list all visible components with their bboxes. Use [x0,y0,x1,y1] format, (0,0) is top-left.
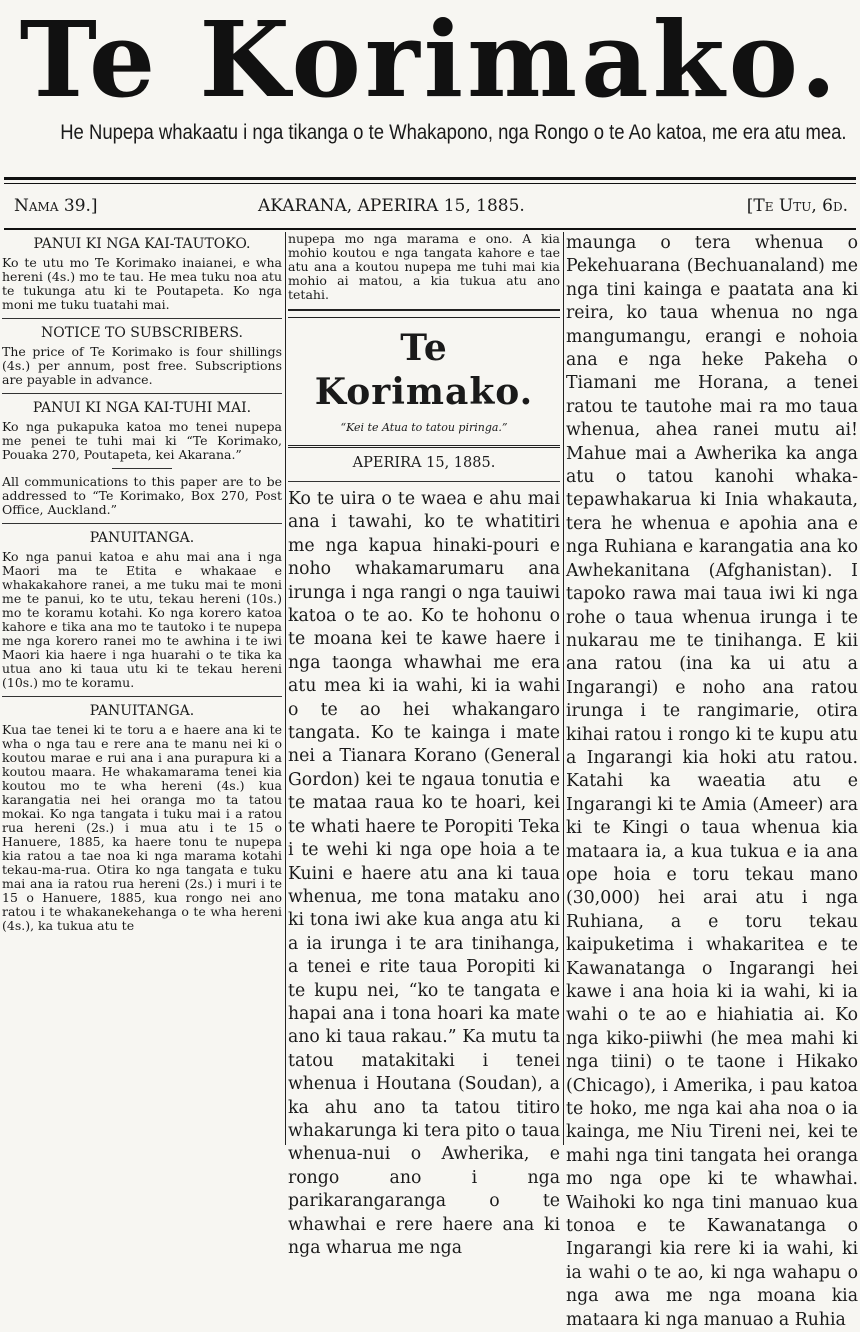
panuitanga-1-heading: PANUITANGA. [89,530,195,546]
price: [Te Utu, 6d. [746,196,848,216]
panuitanga-2-text: Kua tae tenei ki te toru a e haere ana ki te wha o nga tau e rere ana te manu nei ki o koutou marae e rui ana i ana purapura ki a koutou maara. He whakamarama tenei kia koutou mo te wha hereni (4s.) kua karangatia nei hei oranga mo ta tatou mokai. Ko nga tangata i tuku mai i a ratou rua hereni (2s.) i mua atu i te 15 o Hanuere, 1885, ka haere tonu te nupepa kia ratou a tae noa ki nga marama kotahi tekau-ma-rua. Otira ko nga tangata e tuku mai ana ia ratou rua hereni (2s.) i muri i te 15 o Hanuere, 1885, kua rongo nei ano ratou i te whakanekehanga o te wha hereni (4s.), ka tukua atu te [2,722,282,933]
top-rule-thick [4,177,856,180]
column-1 [2,232,282,1145]
column-2 [288,231,560,1258]
editorial-masthead [288,317,560,448]
notice-english-text: The price of Te Korimako is four shillings (4s.) per annum, post free. Subscriptions are payable in advance. [2,344,282,387]
top-rule-thin [4,183,856,184]
divider [288,309,560,311]
masthead-subtitle: He Nupepa whakaatu i nga tikanga o te Whakapono, nga Rongo o te Ao katoa, me era atu mea. [60,120,847,144]
issue-number: Nama 39.] [14,196,98,216]
column-divider-2 [563,232,564,1145]
kaituhi-text: Ko nga pukapuka katoa mo tenei nupepa me penei te tuhi mai ki “Te Korimako, Pouaka 270, Poutapeta, kei Akarana.” [2,419,282,462]
divider [2,318,282,319]
panuitanga-2-heading: PANUITANGA. [89,703,195,719]
masthead-title: Te Korimako. [19,0,841,121]
divider [2,523,282,524]
column-3 [566,232,858,1330]
continuation-text: nupepa mo nga marama e ono. A kia mohio koutou e nga tangata kahore e tae atu ana a koutou nupepa me tuhi mai kia mohio ai matou, a kia tukua atu ano tetahi. [288,231,560,302]
editorial-date: APERIRA 15, 1885. [352,455,496,471]
article-continuation: maunga o tera whenua o Pekehuarana (Bechuanaland) me nga tini kainga e paatata ana ki reira, ko taua whenua no nga mangumangu, erangi e nohoia ana e nga heke Pakeha o Tiamani me Horana, a tenei ratou te tautohe mai ra mo taua whenua, ahea ranei mutu ai! Mahue mai a Awherika ka anga atu o tatou kanohi whaka-tepawhakarua ki Inia whakauta, tera he whenua e apohia ana e nga Ruhiana e karangatia ana ko Awhekanitana (Afghanistan). I tapoko rawa mai taua iwi ki nga rohe o taua whenua irunga i te nukarau me te tinihanga. E kii ana ratou (ina ka ui atu a Ingarangi) e noho ana ratou irunga i te rangimarie, otira kihai ratou i rongo ki te kupu atu a Ingarangi kia hoki atu ratou. Katahi ka waeatia atu e Ingarangi ki te Amia (Ameer) ara ki te Kingi o taua whenua kia mataara ia, a kua tukua e ia ana ope hoia e toru tekau mano (30,000) hei arai atu i nga Ruhiana, a e toru tekau kaipuketima i whakaritea e te Kawanatanga o Ingarangi hei kawe i ana hoia ki ia wahi, ki ia wahi o te ao e hiahiatia ai. Ko nga kiko-piiwhi (he mea mahi ki nga tiini) o te taone i Hikako (Chicago), i Amerika, i pau katoa te hoko, me nga kai aha noa o ia kainga, me Niu Tireni nei, kei te mahi nga tini tangata hei oranga mo nga ope ki te whawhai. Waihoki ko nga tini manuao kua tonoa e te Kawanatanga o Ingarangi kia rere ki ia wahi, ki ia wahi o te ao, ki nga wahapu o nga awa me nga moana kia mataara ki nga manuao a Ruhia [566,233,858,1330]
short-divider [112,468,172,469]
notice-maori-heading: PANUI KI NGA KAI-TAUTOKO. [33,236,251,252]
editorial-article: Ko te uira o te waea e ahu mai ana i tawahi, ko te whatitiri me nga kapua hinaki-pouri e noho whakamarumaru ana irunga i nga rangi o nga tauiwi katoa o te ao. Ko te hohonu o te moana kei te kawe haere i nga taonga whawhai me era atu mea ki ia wahi, ki ia wahi o te ao hei whakangaro tangata. Ko te kainga i mate nei a Tianara Korano (General Gordon) kei te ngaua tonutia e te mataa raua ko te hoari, kei te whati haere te Poropiti Teka i te wehi ki nga ope hoia a te Kuini e haere atu ana ki taua whenua, me tona mataku ano ki tona iwi ake kua anga atu ki a ia irunga i te ara tinihanga, a tenei e rite taua Poropiti ki te kupu nei, “ko te tangata e hapai ana i tona hoari ka mate ano ki taua rakau.” Ka mutu ta tatou matakitaki i tenei whenua i Houtana (Soudan), a ka ahu ano ta tatou titiro whakarunga ki tera pito o taua whenua-nui o Awherika, e rongo ano i nga parikarangaranga o te whawhai e rere haere ana ki nga wharua me nga [288,489,560,1258]
divider [288,481,560,482]
notice-english-heading: NOTICE TO SUBSCRIBERS. [41,325,243,341]
editorial-title: Te Korimako. [314,327,534,413]
panuitanga-1-text: Ko nga panui katoa e ahu mai ana i nga Maori ma te Etita e whakaae e whakakahore ranei, a me tuku mai te moni me te panui, ko te utu, tekau hereni (10s.) mo te koramu kotahi. Ko nga korero katoa kahore e tika ana mo te tautoko i te nupepa me nga korero ranei mo te awhina i te iwi Maori kia haere i nga huarahi o te tika ka utua ano ki taua utu ki te tekau hereni (10s.) mo te koramu. [2,549,282,690]
editorial-motto: “Kei te Atua to tatou piringa.” [340,421,508,434]
notice-maori-text: Ko te utu mo Te Korimako inaianei, e wha hereni (4s.) mo te tau. He mea tuku noa atu te tukunga atu ki te Poutapeta. Ko nga moni me tuku tuatahi mai. [2,255,282,312]
communications-text: All communications to this paper are to be addressed to “Te Korimako, Box 270, Post Office, Auckland.” [2,474,282,517]
dateline-rule [4,228,856,230]
divider [2,696,282,697]
column-divider-1 [285,232,286,1145]
dateline [8,196,852,222]
kaituhi-heading: PANUI KI NGA KAI-TUHI MAI. [32,400,252,416]
divider [2,393,282,394]
place-date: AKARANA, APERIRA 15, 1885. [258,196,525,216]
